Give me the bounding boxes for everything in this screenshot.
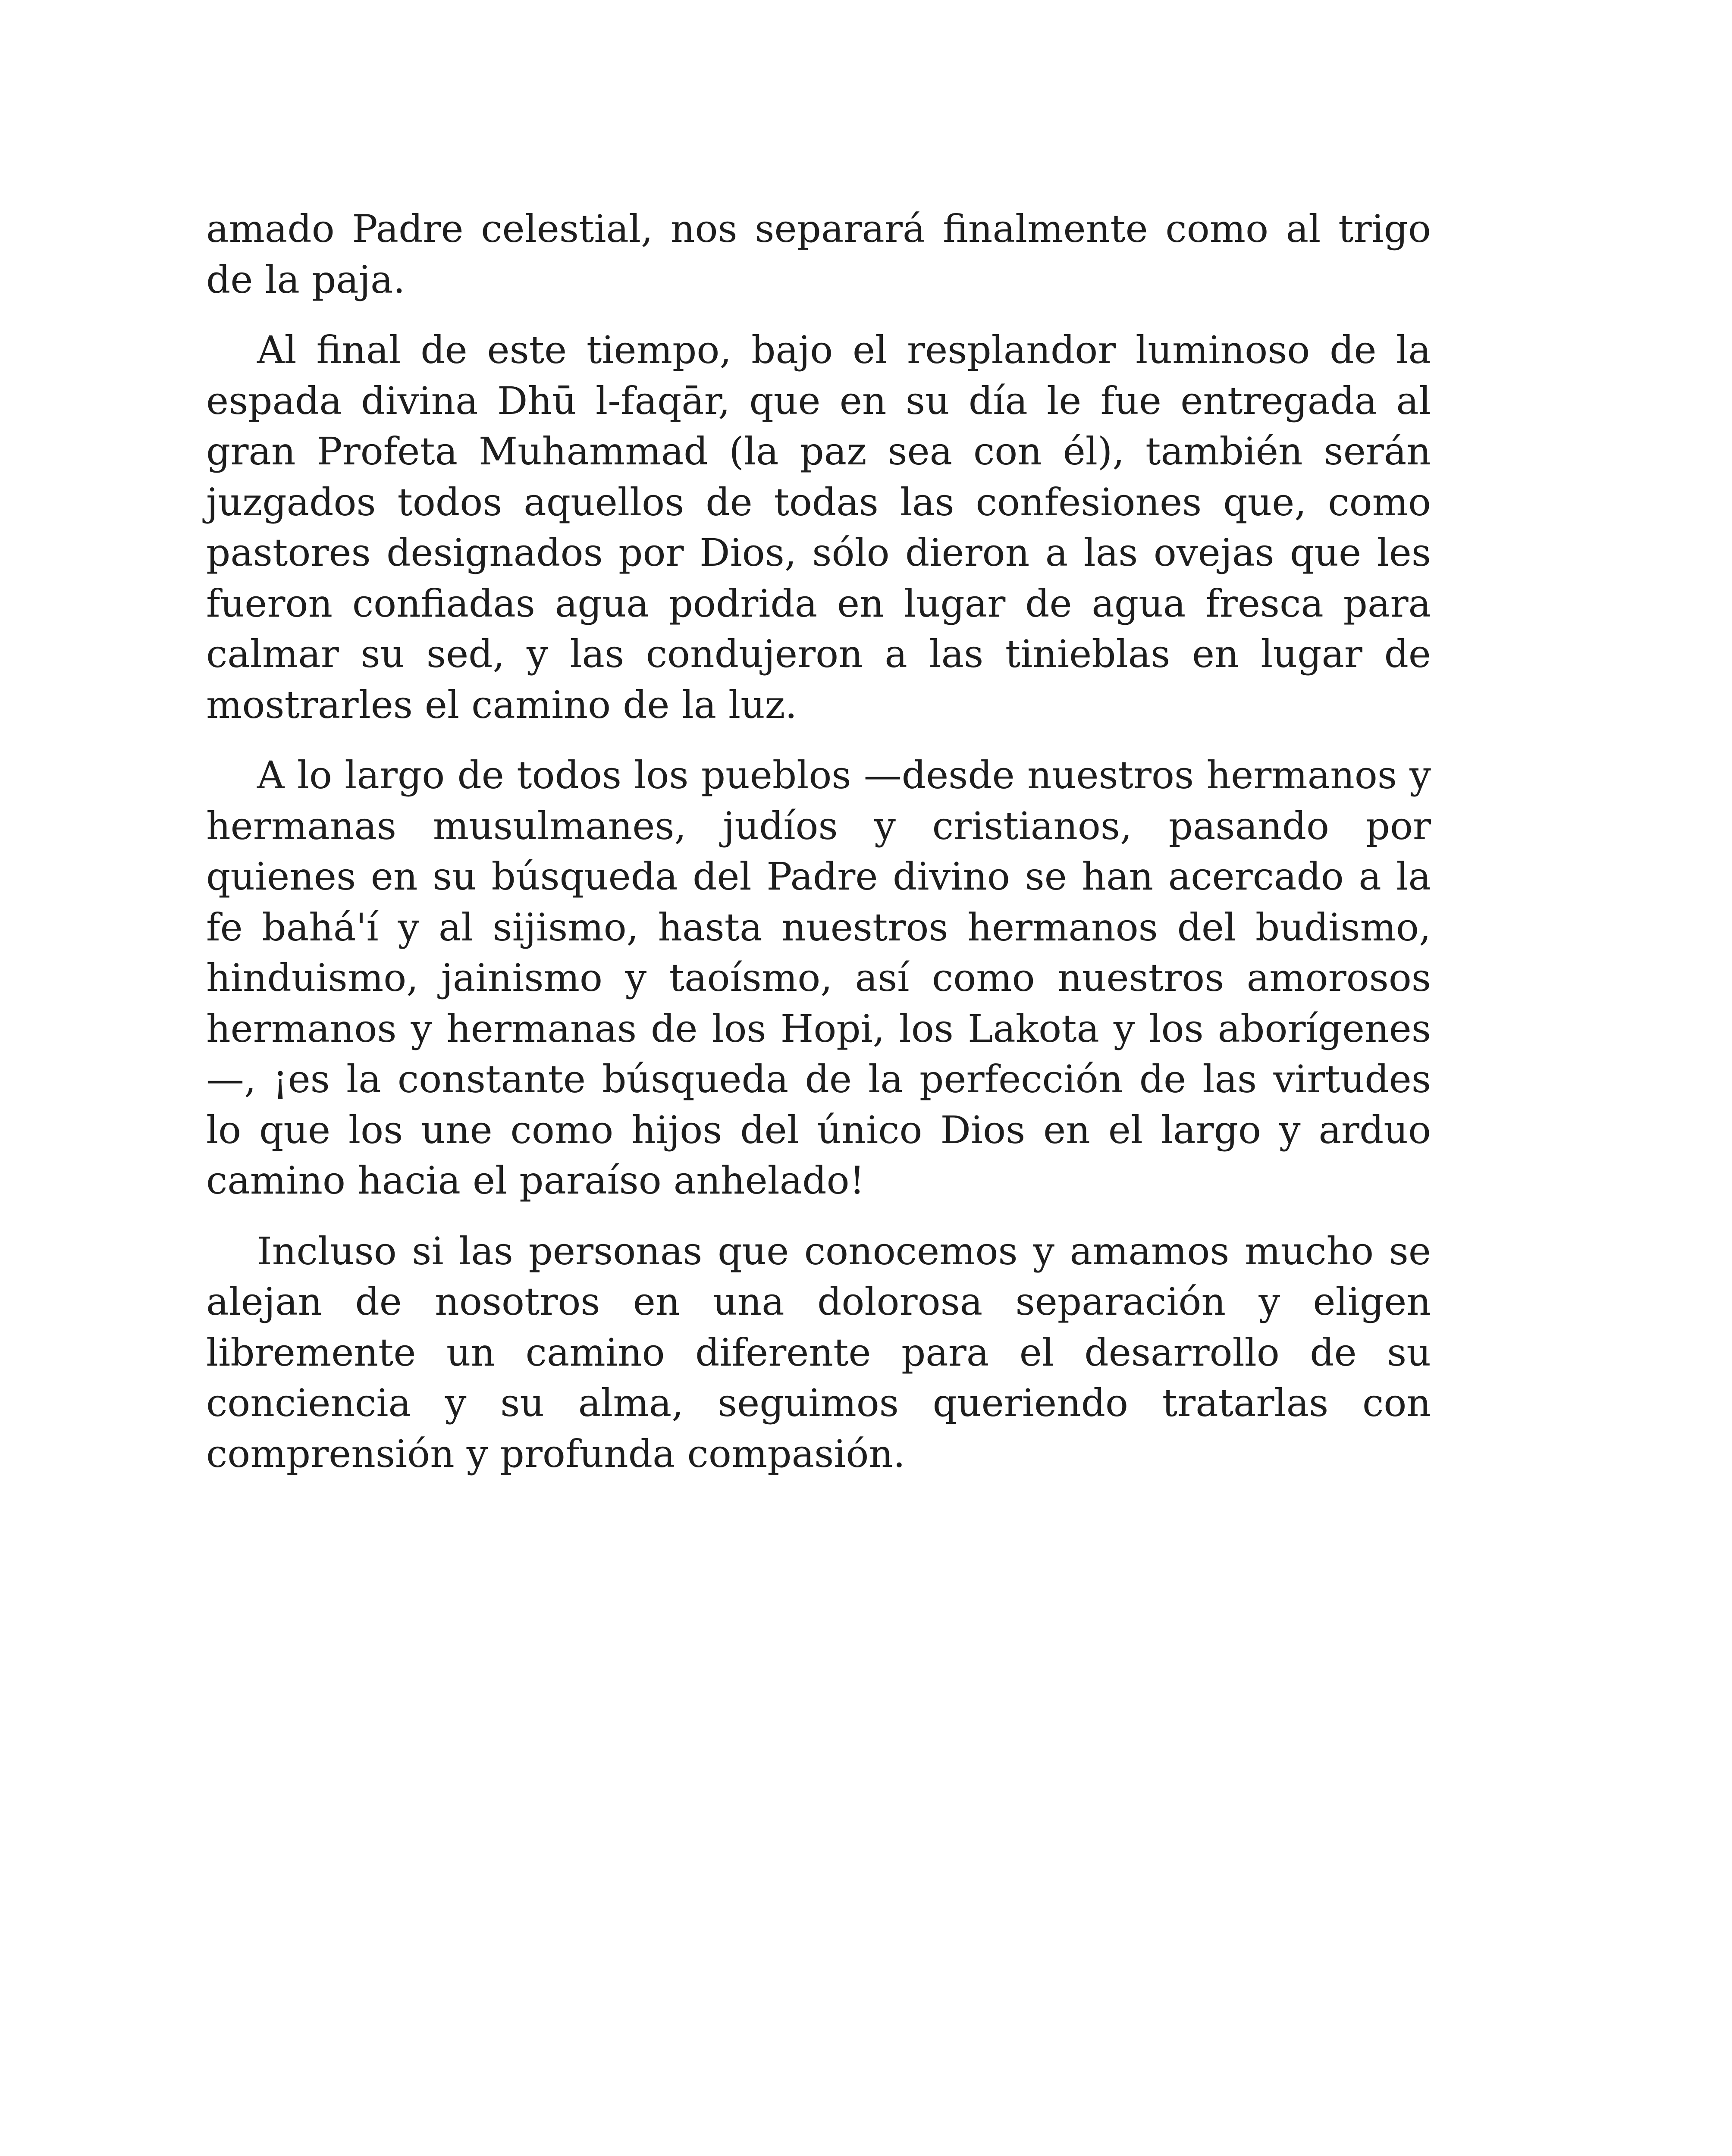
paragraph-pueblos: A lo largo de todos los pueblos —desde nuestros hermanos y hermanas musulmanes, judíos y cristianos, pasando por quienes en su búsqueda del Padre divino se han acercado a la fe bahá'í y al sijismo, hasta nuestros hermanos del budismo, hinduismo, jainismo y taoísmo, así como nuestros amorosos hermanos y hermanas de los Hopi, los Lakota y los aborígenes—, ¡es la constante búsqueda de la perfección de las virtudes lo que los une como hijos del único Dios en el largo y arduo camino hacia el paraíso anhelado! xyxy=(206,753,1431,1203)
paragraph-separacion: Incluso si las personas que conocemos y amamos mucho se alejan de nosotros en una dolorosa separación y eligen libremente un camino diferente para el desarrollo de su conciencia y su alma, seguimos queriendo tratarlas con comprensión y profunda compasión. xyxy=(206,1228,1431,1476)
body-text xyxy=(206,204,1431,1499)
paragraph-espada-divina: Al final de este tiempo, bajo el resplandor luminoso de la espada divina Dhū l-faqār, que en su día le fue entregada al gran Profeta Muhammad (la paz sea con él), también serán juzgados todos aquellos de todas las confesiones que, como pastores designados por Dios, sólo dieron a las ovejas que les fueron confiadas agua podrida en lugar de agua fresca para calmar su sed, y las condujeron a las tinieblas en lugar de mostrarles el camino de la luz. xyxy=(206,328,1431,727)
paragraph-continuation: amado Padre celestial, nos separará finalmente como al trigo de la paja. xyxy=(206,207,1431,302)
